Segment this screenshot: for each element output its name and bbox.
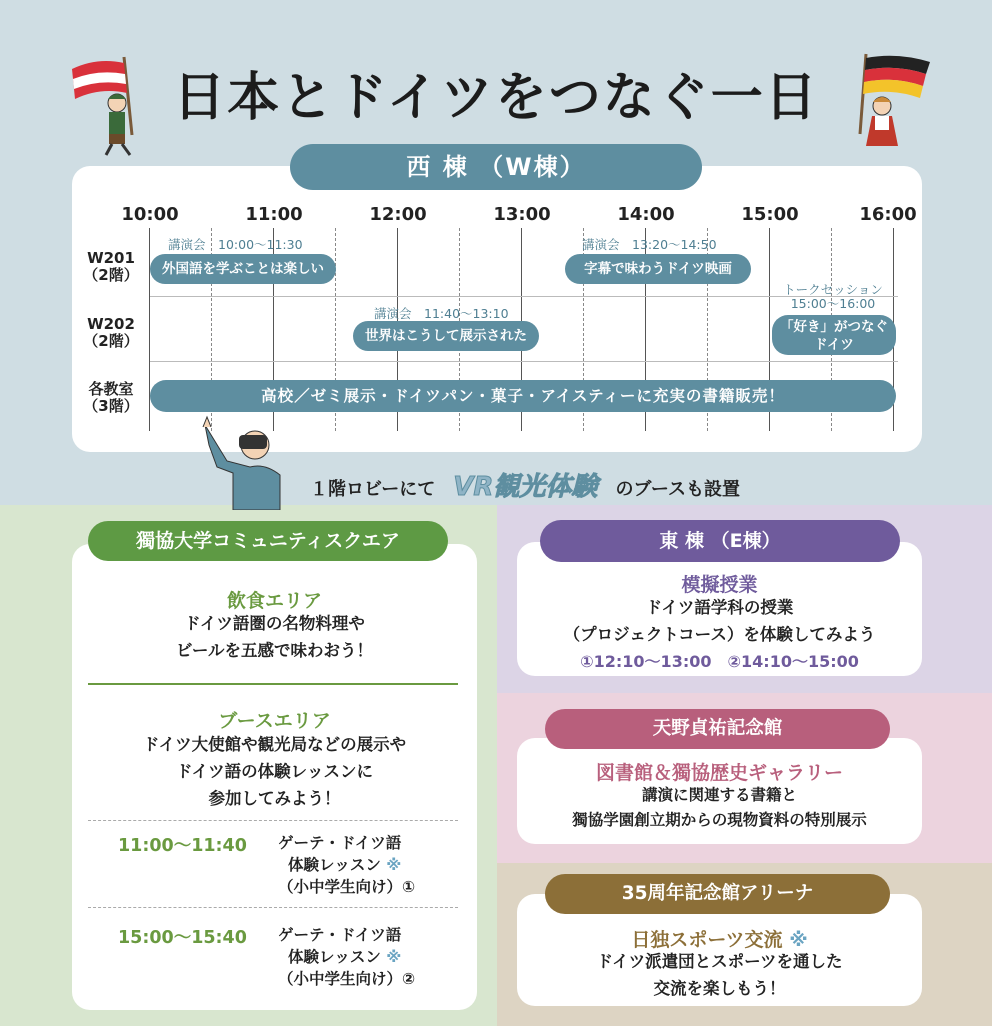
booth-area-heading: ブースエリア bbox=[218, 710, 331, 732]
vr-person-illustration bbox=[195, 415, 290, 510]
arena-pill: 35周年記念館アリーナ bbox=[545, 874, 890, 914]
booth-area-text: ドイツ大使館や観光局などの展示や ドイツ語の体験レッスンに 参加してみよう！ bbox=[142, 735, 407, 808]
time-label: 12:00 bbox=[369, 204, 427, 225]
schedule-divider bbox=[88, 820, 458, 821]
germany-flag-girl-illustration bbox=[852, 50, 942, 160]
page-title: 日本とドイツをつなぐ一日 bbox=[173, 68, 819, 128]
vr-notice: １階ロビーにて VR観光体験 のブースも設置 bbox=[310, 472, 740, 502]
mock-class-heading: 模擬授業 bbox=[681, 574, 758, 596]
time-label: 15:00 bbox=[741, 204, 799, 225]
west-building-pill: 西 棟 （W棟） bbox=[290, 144, 702, 190]
event-lecture-film: 字幕で味わうドイツ映画 bbox=[565, 254, 751, 284]
mock-class-text: ドイツ語学科の授業 （プロジェクトコース）を体験してみよう bbox=[563, 598, 876, 644]
event-classroom-exhibits: 高校／ゼミ展示・ドイツパン・菓子・アイスティーに充実の書籍販売！ bbox=[150, 380, 896, 412]
lesson-2-time: 15:00〜15:40 bbox=[118, 928, 247, 948]
lesson-1-desc: ゲーテ・ドイツ語 体験レッスン ※ （小中学生向け）① bbox=[278, 834, 416, 896]
food-area-text: ドイツ語圏の名物料理や ビールを五感で味わおう！ bbox=[175, 614, 373, 660]
section-divider bbox=[88, 683, 458, 685]
event-time-label: 講演会 13:20〜14:50 bbox=[582, 237, 717, 252]
amano-hall-pill: 天野貞祐記念館 bbox=[545, 709, 890, 749]
mock-class-times: ①12:10〜13:00 ②14:10〜15:00 bbox=[580, 652, 859, 671]
time-label: 14:00 bbox=[617, 204, 675, 225]
room-classrooms: 各教室 （3階） bbox=[83, 380, 139, 415]
library-gallery-text: 講演に関連する書籍と 獨協学園創立期からの現物資料の特別展示 bbox=[572, 786, 867, 829]
library-gallery-heading: 図書館＆獨協歴史ギャラリー bbox=[595, 762, 843, 784]
lesson-2-desc: ゲーテ・ドイツ語 体験レッスン ※ （小中学生向け）② bbox=[278, 926, 416, 988]
room-w202: W202 （2階） bbox=[83, 315, 139, 350]
event-time-label: 講演会 11:40〜13:10 bbox=[374, 306, 509, 321]
vr-highlight: VR観光体験 bbox=[453, 472, 598, 502]
time-label: 13:00 bbox=[493, 204, 551, 225]
food-area-heading: 飲食エリア bbox=[226, 590, 322, 612]
time-label: 11:00 bbox=[245, 204, 303, 225]
time-label: 10:00 bbox=[121, 204, 179, 225]
sports-exchange-heading: 日独スポーツ交流 ※ bbox=[631, 929, 808, 951]
event-lecture-exhibition: 世界はこうして展示された bbox=[353, 321, 539, 351]
row-divider bbox=[150, 361, 898, 362]
event-lecture-languages: 外国語を学ぶことは楽しい bbox=[150, 254, 336, 284]
austria-flag-boy-illustration bbox=[62, 55, 154, 160]
sports-exchange-text: ドイツ派遣団とスポーツを通した 交流を楽しもう！ bbox=[596, 952, 843, 998]
schedule-divider bbox=[88, 907, 458, 908]
room-w201: W201 （2階） bbox=[83, 249, 139, 284]
time-label: 16:00 bbox=[859, 204, 917, 225]
event-time-label: トークセッション 15:00〜16:00 bbox=[783, 282, 883, 311]
event-talk-session: 「好き」がつなぐ ドイツ bbox=[772, 315, 896, 355]
east-building-pill: 東 棟 （E棟） bbox=[540, 520, 900, 562]
lesson-1-time: 11:00〜11:40 bbox=[118, 836, 247, 856]
community-square-pill: 獨協大学コミュニティスクエア bbox=[88, 521, 448, 561]
event-time-label: 講演会 10:00〜11:30 bbox=[168, 237, 303, 252]
